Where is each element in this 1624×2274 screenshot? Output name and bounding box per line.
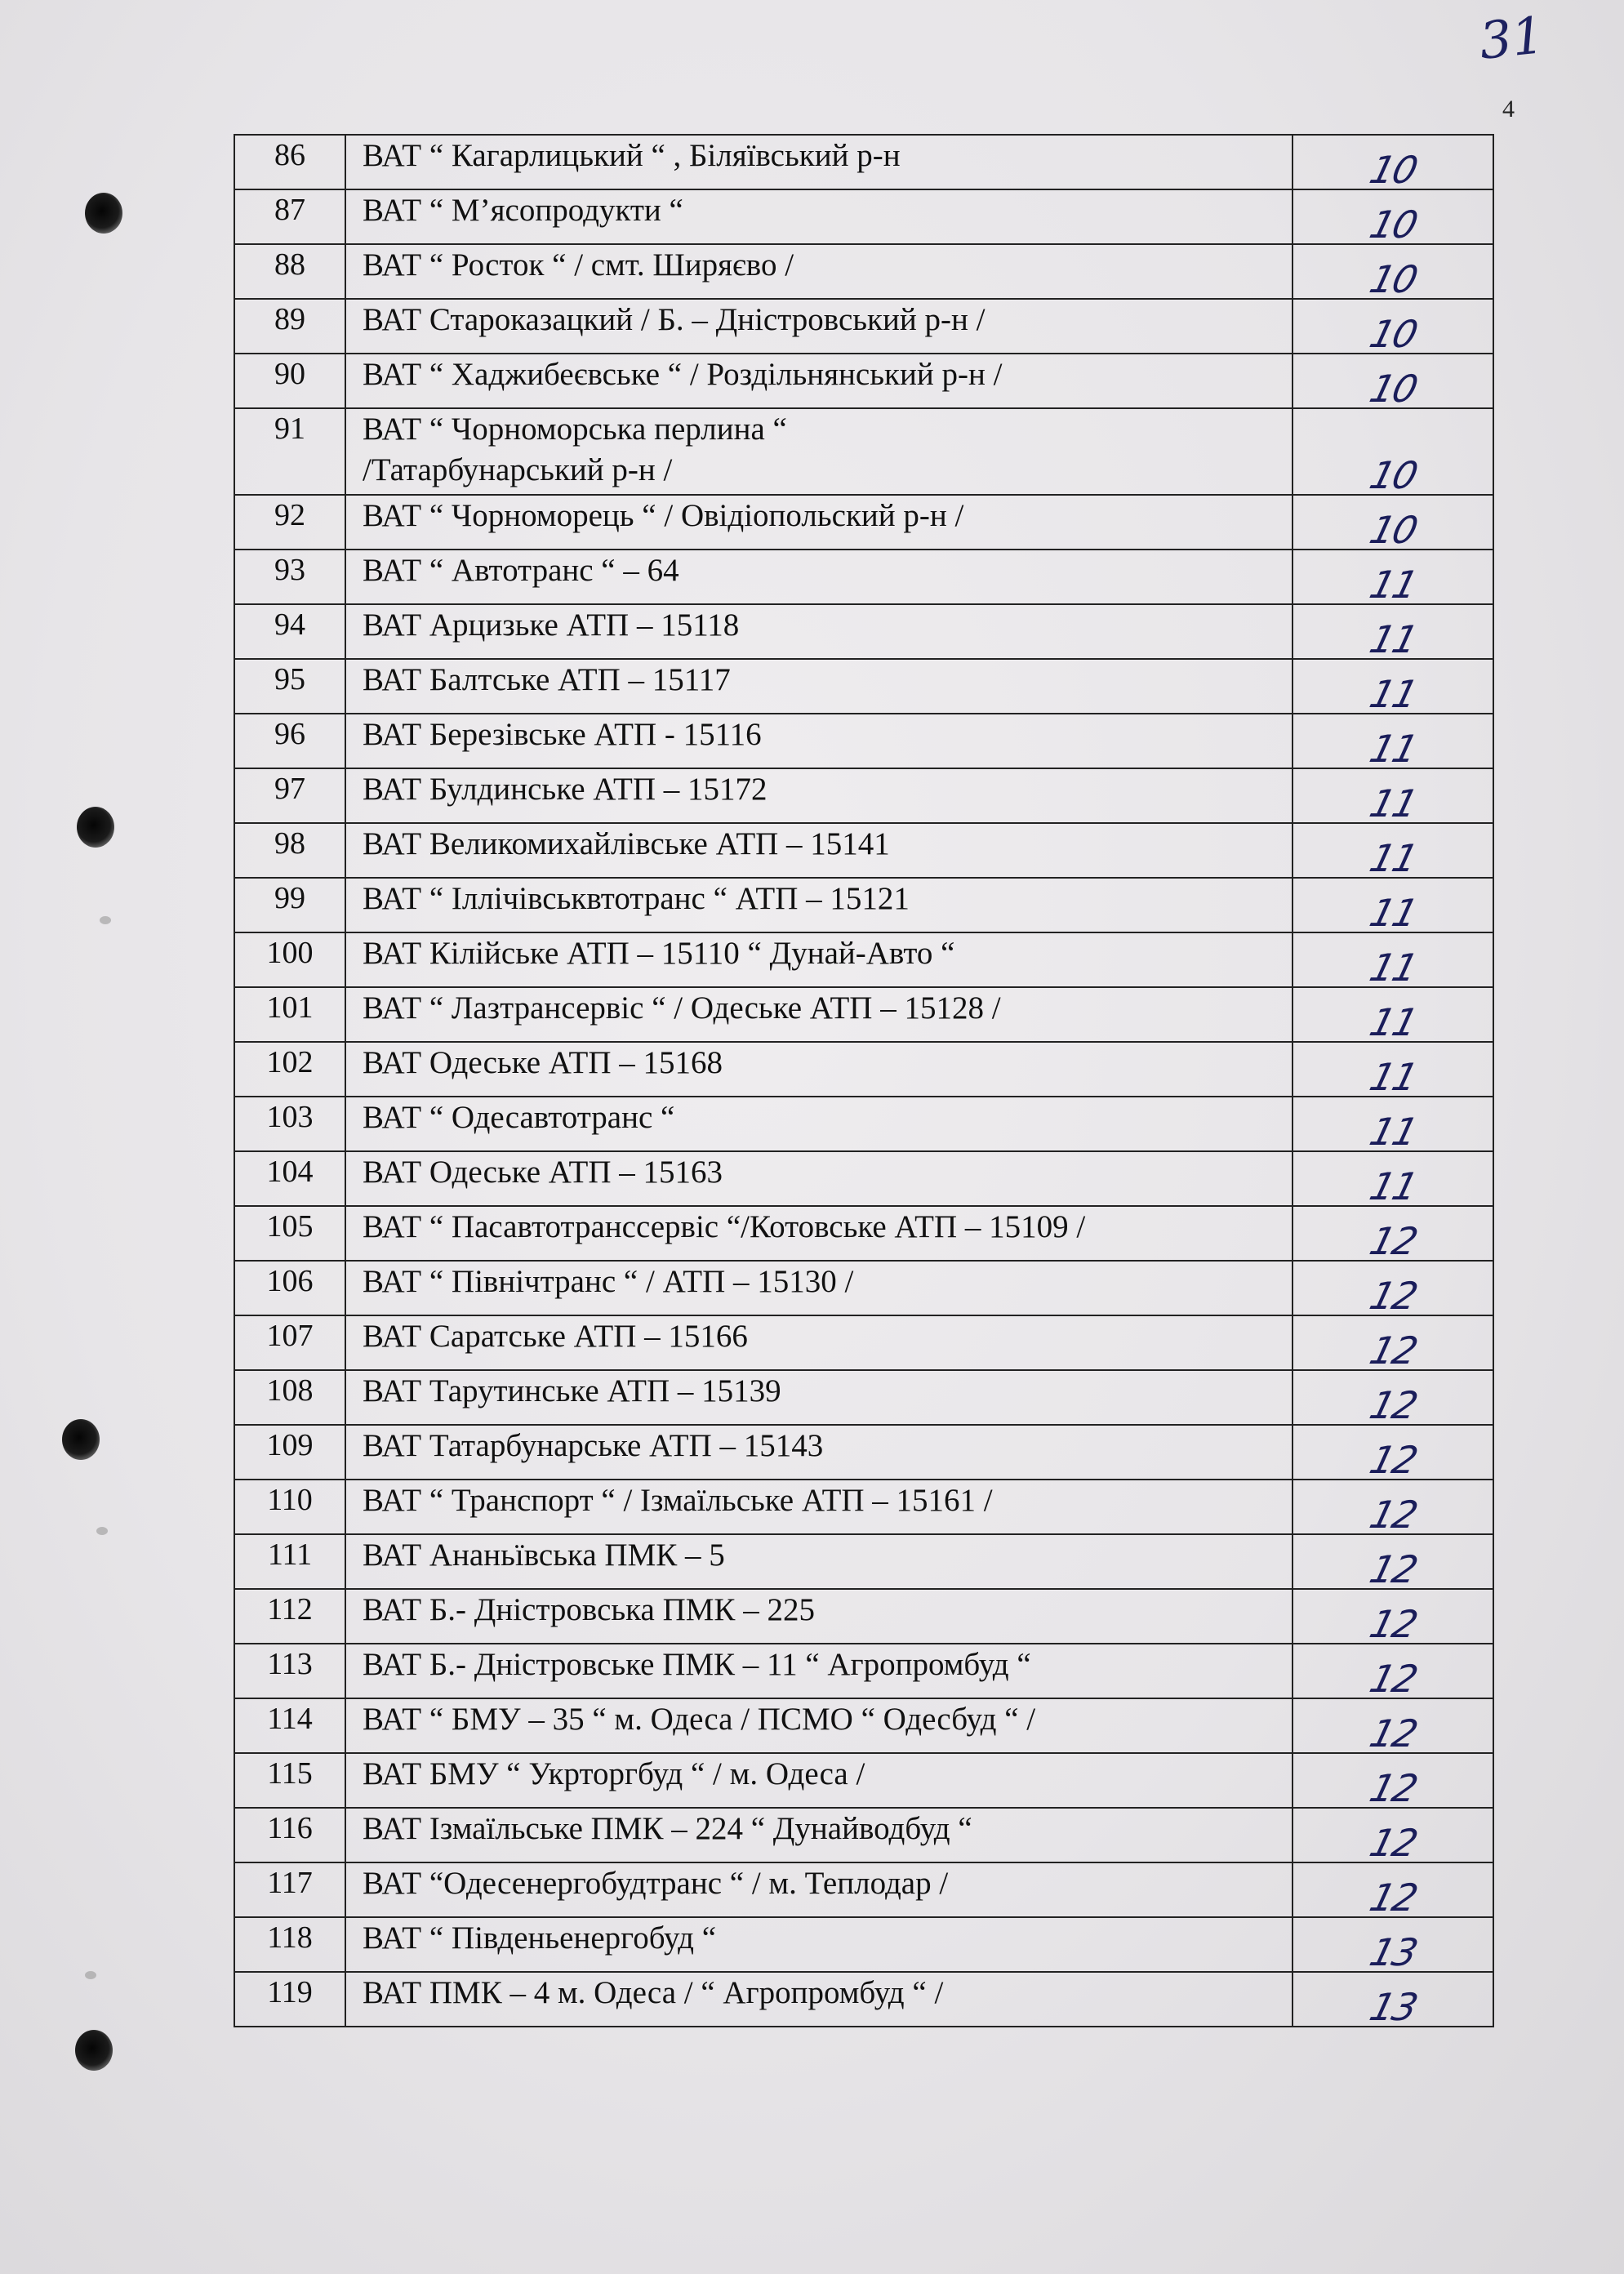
organization-name: ВАТ “ Чорноморська перлина “: [363, 412, 787, 447]
mark-cell: [1293, 659, 1493, 714]
organization-name-line-2: /Татарбунарський р-н /: [363, 452, 673, 487]
handwritten-page-mark: 12: [1364, 1383, 1421, 1427]
mark-cell: [1293, 1425, 1493, 1480]
mark-cell: [1293, 987, 1493, 1042]
row-number: 90: [234, 354, 345, 408]
table-row: [234, 189, 1493, 244]
organization-name: ВАТ Староказацкий / Б. – Дністровський р-н /: [363, 302, 986, 337]
organization-name: ВАТ Б.- Дністровська ПМК – 225: [363, 1592, 815, 1627]
organization-cell: [345, 1261, 1293, 1315]
table-row: [234, 1261, 1493, 1315]
row-number: 117: [234, 1862, 345, 1917]
row-number: 93: [234, 550, 345, 604]
table-row: [234, 1808, 1493, 1862]
table-row: [234, 1644, 1493, 1698]
table-body: [234, 135, 1493, 2027]
organization-cell: [345, 1808, 1293, 1862]
organization-cell: [345, 550, 1293, 604]
organization-name: ВАТ “ БМУ – 35 “ м. Одеса / ПСМО “ Одесбуд “ /: [363, 1702, 1036, 1737]
organization-name: ВАТ Татарбунарське АТП – 15143: [363, 1428, 824, 1463]
table-row: [234, 768, 1493, 823]
organization-name: ВАТ “ Хаджибеєвське “ / Роздільнянський р-н /: [363, 357, 1003, 392]
paper-mark: [85, 1971, 96, 1979]
handwritten-page-mark: 11: [1364, 946, 1421, 990]
handwritten-page-mark: 13: [1364, 1930, 1421, 1974]
row-number: 113: [234, 1644, 345, 1698]
handwritten-page-mark: 12: [1364, 1328, 1421, 1373]
row-number: 109: [234, 1425, 345, 1480]
table-row: [234, 354, 1493, 408]
mark-cell: [1293, 1370, 1493, 1425]
row-number: 86: [234, 135, 345, 189]
organization-name: ВАТ “ Чорноморець “ / Овідіопольский р-н /: [363, 498, 964, 533]
table-row: [234, 604, 1493, 659]
row-number: 102: [234, 1042, 345, 1097]
handwritten-page-mark: 11: [1364, 617, 1421, 661]
handwritten-page-mark: 10: [1364, 453, 1421, 497]
organization-name: ВАТ Тарутинське АТП – 15139: [363, 1373, 781, 1408]
mark-cell: [1293, 878, 1493, 935]
table-row: [234, 1370, 1493, 1425]
row-number: 108: [234, 1370, 345, 1425]
punch-hole: [85, 193, 122, 234]
table-row: [234, 135, 1493, 189]
organization-cell: [345, 244, 1293, 299]
handwritten-page-mark: 12: [1364, 1821, 1421, 1865]
row-number: 97: [234, 768, 345, 823]
organization-cell: [345, 135, 1293, 189]
organization-name: ВАТ “ Лазтрансервіс “ / Одеське АТП – 15128 /: [363, 990, 1001, 1026]
table-row: [234, 495, 1493, 550]
handwritten-page-mark: 11: [1364, 781, 1421, 825]
organization-cell: [345, 1753, 1293, 1808]
row-number: 119: [234, 1972, 345, 2027]
paper-mark: [96, 1527, 108, 1535]
table-row: [234, 550, 1493, 604]
row-number: 99: [234, 878, 345, 932]
handwritten-page-mark: 11: [1364, 836, 1421, 880]
organization-name: ВАТ Балтське АТП – 15117: [363, 662, 731, 697]
handwritten-page-mark: 12: [1364, 1274, 1421, 1318]
handwritten-page-mark: 11: [1364, 891, 1421, 935]
row-number: 95: [234, 659, 345, 714]
table-row: [234, 1097, 1493, 1151]
handwritten-page-mark: 11: [1364, 672, 1421, 716]
organization-cell: [345, 604, 1293, 659]
row-number: 106: [234, 1261, 345, 1315]
organization-cell: [345, 495, 1293, 550]
handwritten-page-mark: 11: [1364, 1110, 1421, 1154]
table-row: [234, 1589, 1493, 1644]
row-number: 100: [234, 932, 345, 987]
organization-name: ВАТ Ананьївська ПМК – 5: [363, 1538, 725, 1573]
organization-cell: [345, 878, 1293, 932]
handwritten-page-mark: 12: [1364, 1493, 1421, 1537]
organization-name: ВАТ ПМК – 4 м. Одеса / “ Агропромбуд “ /: [363, 1975, 944, 2010]
row-number: 107: [234, 1315, 345, 1370]
table-row: [234, 1917, 1493, 1972]
organization-name: ВАТ “ Південьенергобуд “: [363, 1920, 716, 1956]
table-row: [234, 1206, 1493, 1261]
organization-cell: [345, 189, 1293, 244]
organization-name: ВАТ Арцизьке АТП – 15118: [363, 607, 740, 643]
organization-cell: [345, 354, 1293, 408]
organization-name: ВАТ БМУ “ Укрторгбуд “ / м. Одеса /: [363, 1756, 865, 1791]
handwritten-page-mark: 12: [1364, 1876, 1421, 1920]
mark-cell: [1293, 1480, 1493, 1537]
mark-cell: [1293, 1698, 1493, 1756]
row-number: 98: [234, 823, 345, 878]
mark-cell: [1293, 550, 1493, 607]
handwritten-page-mark: 12: [1364, 1547, 1421, 1591]
mark-cell: [1293, 1261, 1493, 1318]
table-row: [234, 1425, 1493, 1480]
table-row: [234, 932, 1493, 987]
handwritten-folio-number: 31: [1476, 5, 1547, 71]
table-row: [234, 1480, 1493, 1534]
mark-cell: [1293, 135, 1493, 192]
organization-name: ВАТ “ Одесавтотранс “: [363, 1100, 675, 1135]
row-number: 104: [234, 1151, 345, 1206]
organization-cell: [345, 1534, 1293, 1589]
mark-cell: [1293, 1097, 1493, 1154]
organizations-table: [234, 134, 1494, 2027]
mark-cell: [1293, 1206, 1493, 1261]
table-row: [234, 1972, 1493, 2027]
row-number: 110: [234, 1480, 345, 1534]
organization-name: ВАТ “ Транспорт “ / Ізмаїльське АТП – 15161 /: [363, 1483, 993, 1518]
mark-cell: [1293, 768, 1493, 823]
mark-cell: [1293, 1315, 1493, 1373]
organization-cell: [345, 1917, 1293, 1972]
table-row: [234, 1698, 1493, 1753]
organization-name: ВАТ “ Іллічівськвтотранс “ АТП – 15121: [363, 881, 910, 916]
mark-cell: [1293, 823, 1493, 878]
handwritten-page-mark: 11: [1364, 727, 1421, 771]
row-number: 111: [234, 1534, 345, 1589]
mark-cell: [1293, 299, 1493, 354]
organization-name: ВАТ Березівське АТП - 15116: [363, 717, 762, 752]
table-row: [234, 1315, 1493, 1370]
mark-cell: [1293, 354, 1493, 411]
organization-name: ВАТ Кілійське АТП – 15110 “ Дунай-Авто “: [363, 936, 955, 971]
organization-cell: [345, 1589, 1293, 1644]
handwritten-page-mark: 11: [1364, 1055, 1421, 1099]
mark-cell: [1293, 495, 1493, 550]
table-row: [234, 714, 1493, 768]
handwritten-page-mark: 12: [1364, 1657, 1421, 1701]
mark-cell: [1293, 604, 1493, 659]
organization-cell: [345, 408, 1293, 495]
organization-name: ВАТ Одеське АТП – 15163: [363, 1155, 723, 1190]
organization-cell: [345, 1698, 1293, 1753]
organization-cell: [345, 1480, 1293, 1534]
handwritten-page-mark: 10: [1364, 508, 1421, 552]
paper-mark: [100, 916, 111, 924]
organization-cell: [345, 1151, 1293, 1206]
handwritten-page-mark: 10: [1364, 148, 1421, 192]
mark-cell: [1293, 1862, 1493, 1920]
organization-cell: [345, 1862, 1293, 1917]
row-number: 112: [234, 1589, 345, 1644]
handwritten-page-mark: 11: [1364, 563, 1421, 607]
organization-cell: [345, 987, 1293, 1042]
handwritten-page-mark: 12: [1364, 1766, 1421, 1810]
mark-cell: [1293, 1808, 1493, 1865]
handwritten-page-mark: 10: [1364, 202, 1421, 247]
table-row: [234, 659, 1493, 714]
organization-cell: [345, 1042, 1293, 1097]
row-number: 105: [234, 1206, 345, 1261]
punch-hole: [75, 2030, 113, 2071]
mark-cell: [1293, 1972, 1493, 2027]
table-row: [234, 1042, 1493, 1097]
row-number: 114: [234, 1698, 345, 1753]
table-row: [234, 1534, 1493, 1589]
organization-name: ВАТ “Одесенергобудтранс “ / м. Теплодар /: [363, 1866, 949, 1901]
row-number: 92: [234, 495, 345, 550]
organization-cell: [345, 659, 1293, 714]
row-number: 91: [234, 408, 345, 495]
organization-name: ВАТ Великомихайлівське АТП – 15141: [363, 826, 890, 861]
mark-cell: [1293, 244, 1493, 299]
page-number: 4: [1502, 96, 1515, 122]
organization-cell: [345, 932, 1293, 987]
handwritten-page-mark: 10: [1364, 257, 1421, 301]
mark-cell: [1293, 1917, 1493, 1972]
organization-cell: [345, 1972, 1293, 2027]
organization-name: ВАТ “ М’ясопродукти “: [363, 193, 683, 228]
table-row: [234, 823, 1493, 878]
table-row: [234, 1753, 1493, 1808]
organization-cell: [345, 1370, 1293, 1425]
handwritten-page-mark: 12: [1364, 1711, 1421, 1756]
organization-name: ВАТ “ Кагарлицький “ , Біляївський р-н: [363, 138, 901, 173]
table-row: [234, 408, 1493, 495]
punch-hole: [77, 807, 114, 848]
handwritten-page-mark: 10: [1364, 312, 1421, 356]
mark-cell: [1293, 1753, 1493, 1808]
organization-cell: [345, 1425, 1293, 1480]
organization-cell: [345, 823, 1293, 878]
mark-cell: [1293, 1151, 1493, 1206]
organization-cell: [345, 1206, 1293, 1261]
mark-cell: [1293, 714, 1493, 771]
organization-name: ВАТ Ізмаїльське ПМК – 224 “ Дунайводбуд “: [363, 1811, 972, 1846]
organization-name: ВАТ “ Росток “ / смт. Ширяєво /: [363, 247, 794, 283]
organization-cell: [345, 1097, 1293, 1151]
handwritten-page-mark: 13: [1364, 1985, 1421, 2029]
row-number: 115: [234, 1753, 345, 1808]
mark-cell: [1293, 1534, 1493, 1589]
mark-cell: [1293, 408, 1493, 495]
row-number: 87: [234, 189, 345, 244]
handwritten-page-mark: 12: [1364, 1219, 1421, 1263]
row-number: 118: [234, 1917, 345, 1972]
row-number: 96: [234, 714, 345, 768]
handwritten-page-mark: 11: [1364, 1164, 1421, 1208]
row-number: 116: [234, 1808, 345, 1862]
organization-cell: [345, 299, 1293, 354]
organization-name: ВАТ Булдинське АТП – 15172: [363, 772, 768, 807]
organization-cell: [345, 1644, 1293, 1698]
mark-cell: [1293, 189, 1493, 247]
row-number: 103: [234, 1097, 345, 1151]
punch-hole: [62, 1419, 100, 1460]
organization-cell: [345, 1315, 1293, 1370]
organization-name: ВАТ Б.- Дністровське ПМК – 11 “ Агропромбуд “: [363, 1647, 1031, 1682]
organization-name: ВАТ “ Пасавтотранссервіс “/Котовське АТП – 15109 /: [363, 1209, 1086, 1244]
row-number: 89: [234, 299, 345, 354]
organization-name: ВАТ “ Автотранс “ – 64: [363, 553, 679, 588]
organization-name: ВАТ Одеське АТП – 15168: [363, 1045, 723, 1080]
handwritten-page-mark: 10: [1364, 367, 1421, 411]
row-number: 94: [234, 604, 345, 659]
handwritten-page-mark: 11: [1364, 1000, 1421, 1044]
handwritten-page-mark: 12: [1364, 1438, 1421, 1482]
table-row: [234, 244, 1493, 299]
table-row: [234, 1151, 1493, 1206]
handwritten-page-mark: 12: [1364, 1602, 1421, 1646]
table-row: [234, 987, 1493, 1042]
mark-cell: [1293, 1644, 1493, 1701]
organization-cell: [345, 768, 1293, 823]
table-row: [234, 299, 1493, 354]
organization-cell: [345, 714, 1293, 768]
row-number: 88: [234, 244, 345, 299]
mark-cell: [1293, 932, 1493, 990]
organization-name: ВАТ “ Північтранс “ / АТП – 15130 /: [363, 1264, 854, 1299]
table-row: [234, 1862, 1493, 1917]
organization-name: ВАТ Саратське АТП – 15166: [363, 1319, 748, 1354]
mark-cell: [1293, 1589, 1493, 1644]
mark-cell: [1293, 1042, 1493, 1097]
table-row: [234, 878, 1493, 932]
row-number: 101: [234, 987, 345, 1042]
